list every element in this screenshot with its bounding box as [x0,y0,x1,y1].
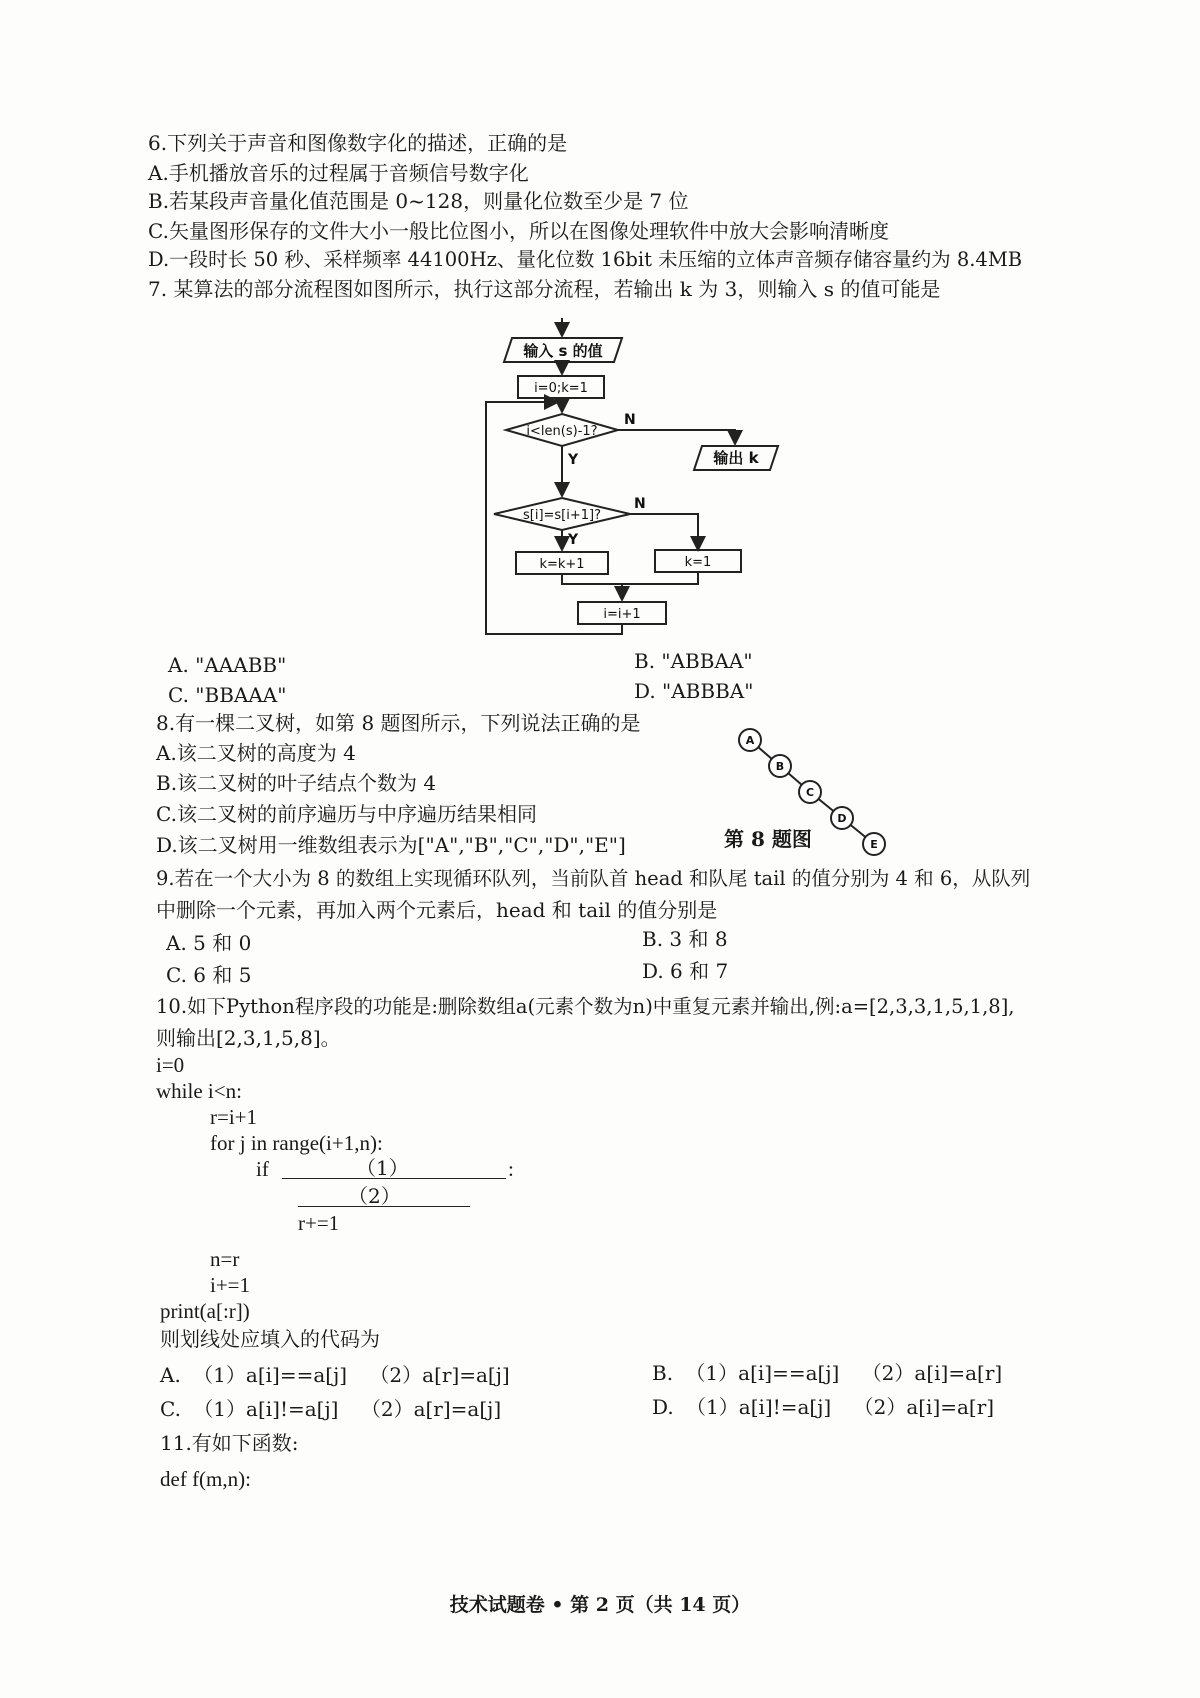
q10-option-a [160,1362,510,1388]
q8-option-d: D.该二叉树用一维数组表示为["A","B","C","D","E"] [156,833,626,857]
q9-stem-line2: 中删除一个元素，再加入两个元素后，head 和 tail 的值分别是 [156,898,718,922]
flow-cond1-yes: Y [568,452,579,468]
flow-inc-k-text: k=k+1 [539,557,585,572]
tree-node-d-label: D [837,812,847,825]
q6-option-c: C.矢量图形保存的文件大小一般比位图小，所以在图像处理软件中放大会影响清晰度 [148,219,889,243]
q6-option-b: B.若某段声音量化值范围是 0~128，则量化位数至少是 7 位 [148,189,689,213]
flow-init-box [518,376,604,398]
code-line-3: r=i+1 [210,1105,258,1129]
q8-option-b: B.该二叉树的叶子结点个数为 4 [156,771,437,795]
q9-option-a: A. 5 和 0 [166,931,252,955]
code-line-9: i+=1 [210,1273,251,1297]
q10-prompt: 则划线处应填入的代码为 [160,1327,380,1351]
q7-option-c: C. "BBAAA" [168,683,287,707]
code-line-5-if: if [256,1157,269,1181]
q10-option-d-p2: （2）a[i]=a[r] [853,1395,995,1419]
q10-option-c [160,1396,501,1422]
q10-option-b-label: B. [652,1361,674,1385]
flow-init-text: i=0;k=1 [534,381,588,396]
flow-output-box [694,446,778,470]
q8-option-a: A.该二叉树的高度为 4 [156,741,356,765]
q8-option-c: C.该二叉树的前序遍历与中序遍历结果相同 [156,802,537,826]
flow-inc-i-text: i=i+1 [603,607,641,622]
q7-option-b: B. "ABBAA" [634,649,753,673]
tree-node-a-label: A [745,734,755,747]
q7-stem: 7. 某算法的部分流程图如图所示，执行这部分流程，若输出 k 为 3，则输入 s 的值可能是 [148,277,941,301]
flow-reset-k-text: k=1 [684,555,712,570]
q10-option-b-p2: （2）a[i]=a[r] [861,1361,1003,1385]
q10-option-c-p1: （1）a[i]!=a[j] [193,1397,339,1421]
q9-option-b: B. 3 和 8 [642,927,728,951]
tree-node-c-label: C [805,786,815,799]
q6-stem: 6.下列关于声音和图像数字化的描述，正确的是 [148,131,568,155]
q10-option-b [652,1360,1002,1386]
flow-cond2-yes: Y [568,532,579,548]
flow-cond2-diamond [494,498,630,530]
q10-option-a-label: A. [160,1363,181,1387]
flow-input-text: 输入 s 的值 [523,342,603,360]
q11-stem: 11.有如下函数: [160,1431,299,1455]
q6-option-a: A.手机播放音乐的过程属于音频信号数字化 [148,161,529,185]
code-blank-2-label: （2） [348,1184,401,1208]
code-line-4: for j in range(i+1,n): [210,1131,383,1155]
page-footer: 技术试题卷 • 第 2 页（共 14 页） [449,1594,751,1616]
q10-option-d [652,1394,994,1420]
q9-option-c: C. 6 和 5 [166,963,252,987]
code-line-10: print(a[:r]) [160,1299,250,1323]
q10-option-c-label: C. [160,1397,181,1421]
q9-option-d: D. 6 和 7 [642,959,729,983]
flow-input-box [504,338,622,362]
q10-option-a-p2: （2）a[r]=a[j] [369,1363,510,1387]
q10-option-d-p1: （1）a[i]!=a[j] [686,1395,832,1419]
tree-node-b-label: B [775,760,785,773]
flow-cond1-no: N [624,412,636,428]
flow-cond2-no: N [634,496,646,512]
q11-code: def f(m,n): [160,1467,251,1491]
flow-output-text: 输出 k [713,449,759,467]
q10-stem-line1: 10.如下Python程序段的功能是:删除数组a(元素个数为n)中重复元素并输出,例:a=[2,3,3,1,5,1,8], [156,995,1015,1018]
flow-cond2-text: s[i]=s[i+1]? [522,508,602,523]
q9-stem-line1: 9.若在一个大小为 8 的数组上实现循环队列，当前队首 head 和队尾 tail 的值分别为 4 和 6，从队列 [156,867,1031,890]
flow-inc-i-box [578,602,666,624]
q10-option-c-p2: （2）a[r]=a[j] [360,1397,502,1421]
q8-figure-caption: 第 8 题图 [724,827,812,851]
flow-cond1-diamond [506,414,618,446]
flow-reset-k-box [655,550,741,572]
code-blank-1-label: （1） [356,1156,409,1180]
q6-option-d: D.一段时长 50 秒、采样频率 44100Hz、量化位数 16bit 未压缩的立体声音频存储容量约为 8.4MB [148,248,1023,271]
code-line-8: n=r [210,1247,240,1271]
code-line-1: i=0 [156,1053,185,1077]
q10-option-d-label: D. [652,1395,674,1419]
code-line-7: r+=1 [298,1211,340,1235]
tree-node-e-label: E [870,838,878,851]
q8-stem: 8.有一棵二叉树，如第 8 题图所示，下列说法正确的是 [156,711,641,735]
q7-option-a: A. "AAABB" [168,653,287,677]
q10-stem-line2: 则输出[2,3,1,5,8]。 [156,1026,341,1050]
q10-option-a-p1: （1）a[i]==a[j] [193,1363,348,1387]
code-line-5-colon: : [508,1157,514,1181]
flow-inc-k-box [516,552,608,574]
flow-cond1-text: i<len(s)-1? [526,424,598,439]
q10-option-b-p1: （1）a[i]==a[j] [685,1361,840,1385]
code-line-2: while i<n: [156,1079,242,1103]
q7-option-d: D. "ABBBA" [634,679,754,703]
